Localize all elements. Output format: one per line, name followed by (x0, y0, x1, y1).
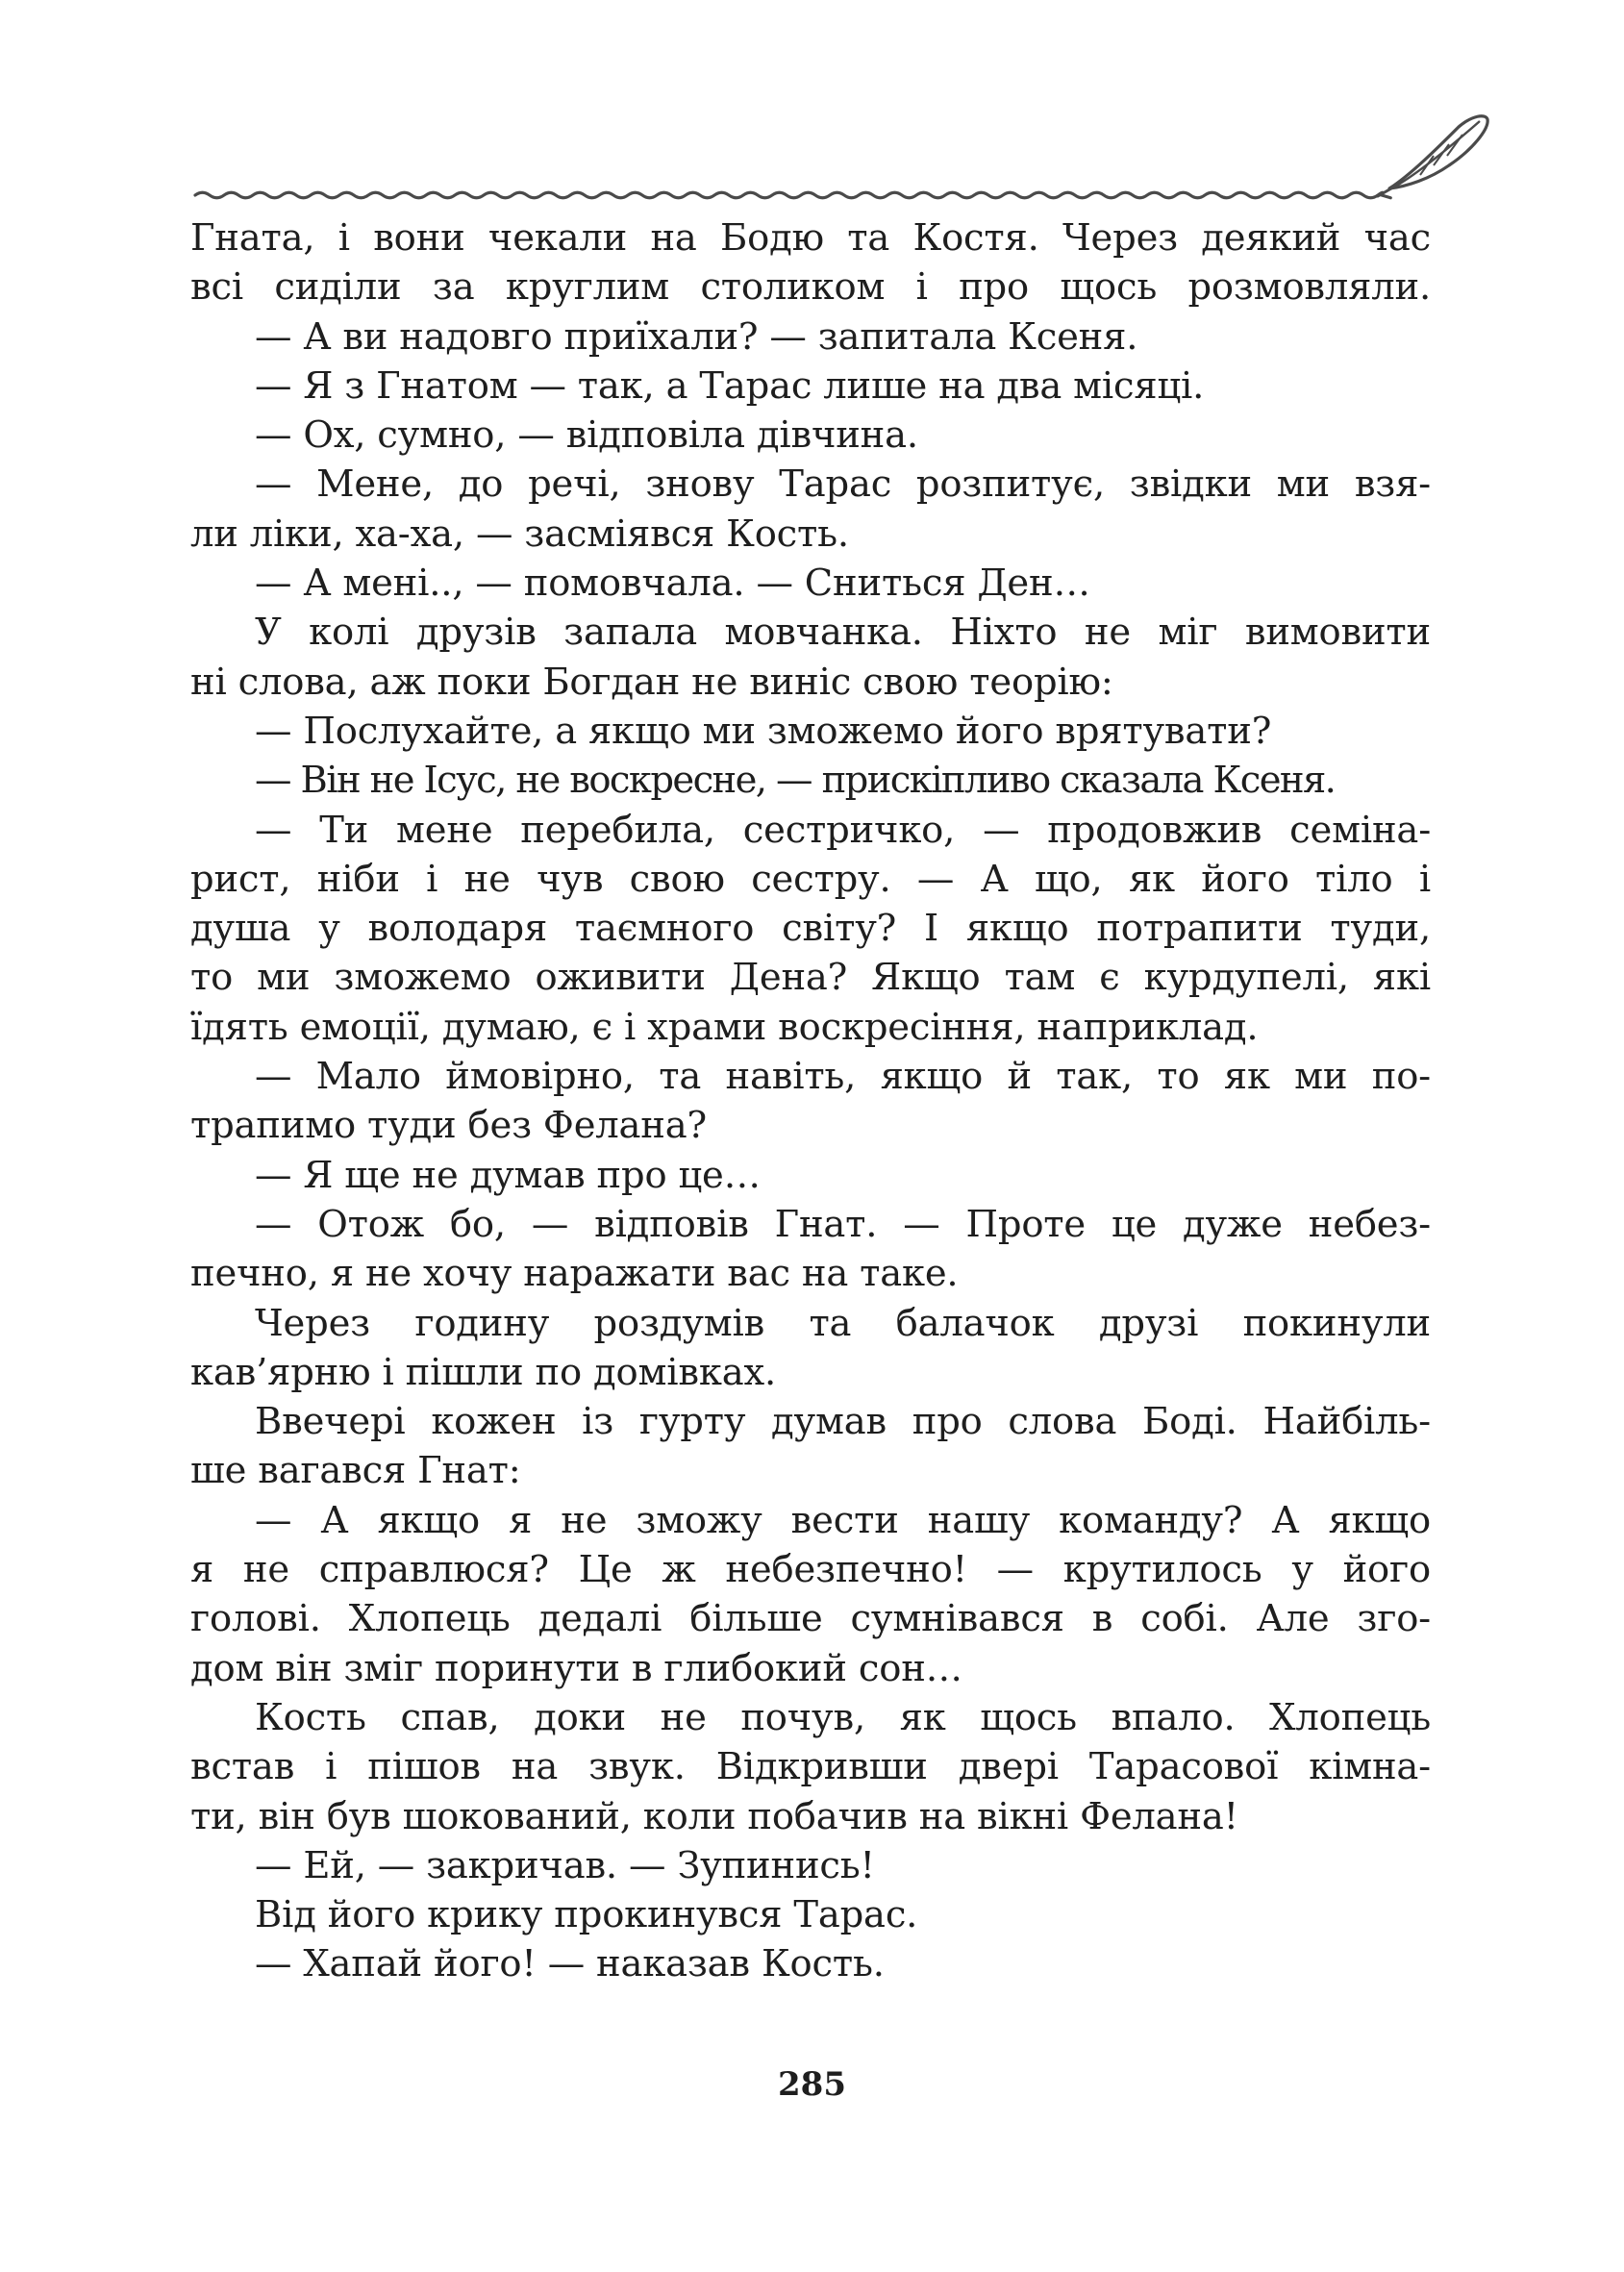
text-line: — Я ще не думав про це… (255, 1153, 761, 1197)
text-line: ти, він був шокований, коли побачив на вікні Фелана! (190, 1794, 1238, 1838)
text-line: встав і пішов на звук. Відкривши двері Тарасової кімна- (190, 1745, 1431, 1789)
text-line: — Ох, сумно, — відповіла дівчина. (255, 413, 918, 458)
text-line: — Послухайте, а якщо ми зможемо його врятувати? (255, 709, 1272, 753)
text-line: Ввечері кожен із гурту думав про слова Боді. Найбіль- (255, 1400, 1431, 1444)
text-line: ше вагався Гнат: (190, 1449, 521, 1493)
text-line: дом він зміг поринути в глибокий сон… (190, 1646, 962, 1690)
text-line: кав’ярню і пішли по домівках. (190, 1350, 777, 1394)
text-line: Кость спав, доки не почув, як щось впало. Хлопець (255, 1695, 1431, 1739)
text-line: ли ліки, ха-ха, — засміявся Кость. (190, 512, 849, 556)
text-line: душа у володаря таємного світу? І якщо потрапити туди, (190, 907, 1431, 951)
text-line: голові. Хлопець дедалі більше сумнівався в собі. Але зго- (190, 1597, 1431, 1641)
text-line: Через годину роздумів та балачок друзі покинули (255, 1301, 1431, 1345)
wavy-line-quill-icon (187, 106, 1495, 212)
page-number: 285 (778, 2065, 846, 2104)
text-line: Гната, і вони чекали на Бодю та Костя. Через деякий час (190, 216, 1431, 260)
text-line: їдять емоції, думаю, є і храми воскресіння, наприклад. (190, 1005, 1259, 1049)
text-line: — Він не Ісус, не воскресне, — прискіпливо сказала Ксеня. (255, 759, 1336, 803)
text-line: — А мені.., — помовчала. — Сниться Ден… (255, 562, 1090, 606)
text-line: рист, ніби і не чув свою сестру. — А що, як його тіло і (190, 857, 1431, 901)
text-line: я не справлюся? Це ж небезпечно! — крутилось у його (190, 1548, 1431, 1592)
body-text (190, 213, 1431, 1989)
text-line: трапимо туди без Фелана? (190, 1104, 707, 1148)
text-line: — А якщо я не зможу вести нашу команду? А якщо (255, 1498, 1431, 1542)
text-line: ні слова, аж поки Богдан не виніс свою теорію: (190, 660, 1113, 704)
text-line: — Хапай його! — наказав Кость. (255, 1942, 885, 1986)
text-line: У колі друзів запала мовчанка. Ніхто не міг вимовити (255, 611, 1431, 655)
page-header-ornament (187, 106, 1495, 212)
text-line: — Я з Гнатом — так, а Тарас лише на два місяці. (255, 363, 1205, 408)
text-line: то ми зможемо оживити Дена? Якщо там є курдупелі, які (190, 956, 1431, 1000)
text-line: печно, я не хочу наражати вас на таке. (190, 1252, 959, 1296)
text-line: — А ви надовго приїхали? — запитала Ксеня. (255, 314, 1138, 359)
text-line: — Отож бо, — відповів Гнат. — Проте це дуже небез- (255, 1202, 1431, 1246)
text-line: — Мене, до речі, знову Тарас розпитує, звідки ми взя- (255, 462, 1431, 507)
text-line: — Мало ймовірно, та навіть, якщо й так, то як ми по- (255, 1055, 1431, 1099)
quill-icon (1378, 116, 1487, 196)
text-line: Від його крику прокинувся Тарас. (255, 1893, 918, 1937)
text-line: — Ей, — закричав. — Зупинись! (255, 1843, 875, 1887)
text-line: всі сиділи за круглим столиком і про щось розмовляли. (190, 265, 1431, 310)
text-line: — Ти мене перебила, сестричко, — продовжив семіна- (255, 808, 1431, 852)
